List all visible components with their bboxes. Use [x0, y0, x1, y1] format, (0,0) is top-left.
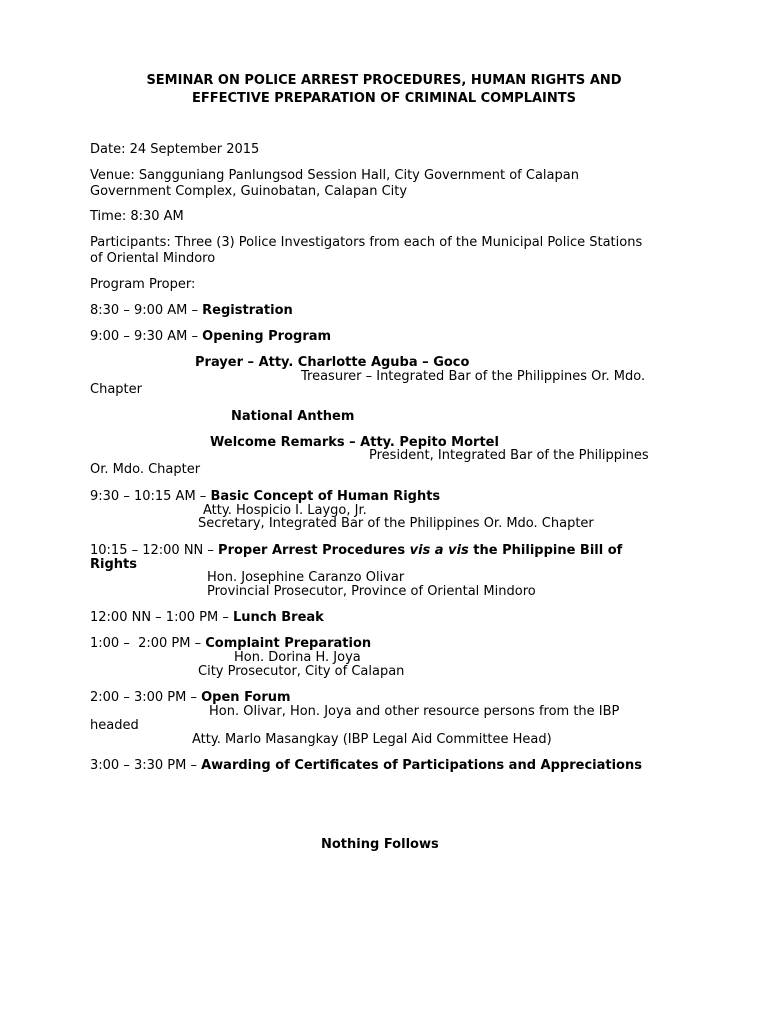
forum-line-3: Atty. Marlo Masangkay (IBP Legal Aid Committee Head) [192, 732, 552, 747]
prayer-label: Prayer – Atty. Charlotte Aguba – Goco [195, 355, 470, 370]
arrest-label-b: the Philippine Bill of [468, 543, 623, 558]
forum-label: Open Forum [201, 690, 291, 705]
human-rights-speaker: Atty. Hospicio I. Laygo, Jr. [203, 503, 367, 518]
forum-item [90, 690, 291, 705]
awarding-item [90, 758, 642, 773]
forum-time: 2:00 – 3:00 PM – [90, 690, 202, 705]
forum-line-2: headed [90, 718, 139, 733]
arrest-time: 10:15 – 12:00 NN – [90, 543, 219, 558]
opening-item [90, 329, 331, 344]
arrest-label-italic: vis a vis [409, 543, 469, 558]
registration-time: 8:30 – 9:00 AM – [90, 303, 203, 318]
complaint-role: City Prosecutor, City of Calapan [198, 664, 405, 679]
arrest-speaker: Hon. Josephine Caranzo Olivar [207, 570, 405, 585]
opening-time: 9:00 – 9:30 AM – [90, 329, 203, 344]
registration-item [90, 303, 293, 318]
human-rights-label: Basic Concept of Human Rights [210, 489, 441, 504]
prayer-role-line-2: Chapter [90, 382, 142, 397]
awarding-time: 3:00 – 3:30 PM – [90, 758, 202, 773]
welcome-label: Welcome Remarks – Atty. Pepito Mortel [210, 435, 499, 450]
anthem-label: National Anthem [231, 409, 355, 424]
participants-line-1: Participants: Three (3) Police Investigators from each of the Municipal Police Stations [90, 235, 643, 250]
forum-line-1: Hon. Olivar, Hon. Joya and other resource persons from the IBP [209, 704, 620, 719]
venue-line-1: Venue: Sangguniang Panlungsod Session Hall, City Government of Calapan [90, 168, 579, 183]
lunch-item [90, 610, 324, 625]
welcome-role-line-2: Or. Mdo. Chapter [90, 462, 201, 477]
complaint-speaker: Hon. Dorina H. Joya [234, 650, 361, 665]
title-line-1: SEMINAR ON POLICE ARREST PROCEDURES, HUMAN RIGHTS AND [146, 73, 622, 88]
lunch-label: Lunch Break [232, 610, 324, 625]
closing-text: Nothing Follows [321, 837, 439, 852]
participants-line-2: of Oriental Mindoro [90, 251, 216, 266]
arrest-label-a: Proper Arrest Procedures [218, 543, 410, 558]
complaint-time: 1:00 – 2:00 PM – [90, 636, 206, 651]
registration-label: Registration [202, 303, 293, 318]
complaint-item [90, 636, 371, 651]
complaint-label: Complaint Preparation [205, 636, 372, 651]
venue-line-2: Government Complex, Guinobatan, Calapan City [90, 184, 408, 199]
prayer-role-line-1: Treasurer – Integrated Bar of the Philippines Or. Mdo. [301, 369, 646, 384]
title-line-2: EFFECTIVE PREPARATION OF CRIMINAL COMPLAINTS [192, 91, 576, 106]
time-text: Time: 8:30 AM [90, 209, 184, 224]
awarding-label: Awarding of Certificates of Participations and Appreciations [201, 758, 642, 773]
welcome-role-line-1: President, Integrated Bar of the Philippines [369, 448, 649, 463]
arrest-item [90, 543, 622, 558]
arrest-label-line-2: Rights [90, 557, 137, 572]
date-text: Date: 24 September 2015 [90, 142, 260, 157]
human-rights-item [90, 489, 440, 504]
opening-label: Opening Program [202, 329, 332, 344]
human-rights-time: 9:30 – 10:15 AM – [90, 489, 211, 504]
arrest-role: Provincial Prosecutor, Province of Oriental Mindoro [207, 584, 536, 599]
lunch-time: 12:00 NN – 1:00 PM – [90, 610, 233, 625]
human-rights-role: Secretary, Integrated Bar of the Philippines Or. Mdo. Chapter [198, 516, 594, 531]
program-proper-heading: Program Proper: [90, 277, 196, 292]
